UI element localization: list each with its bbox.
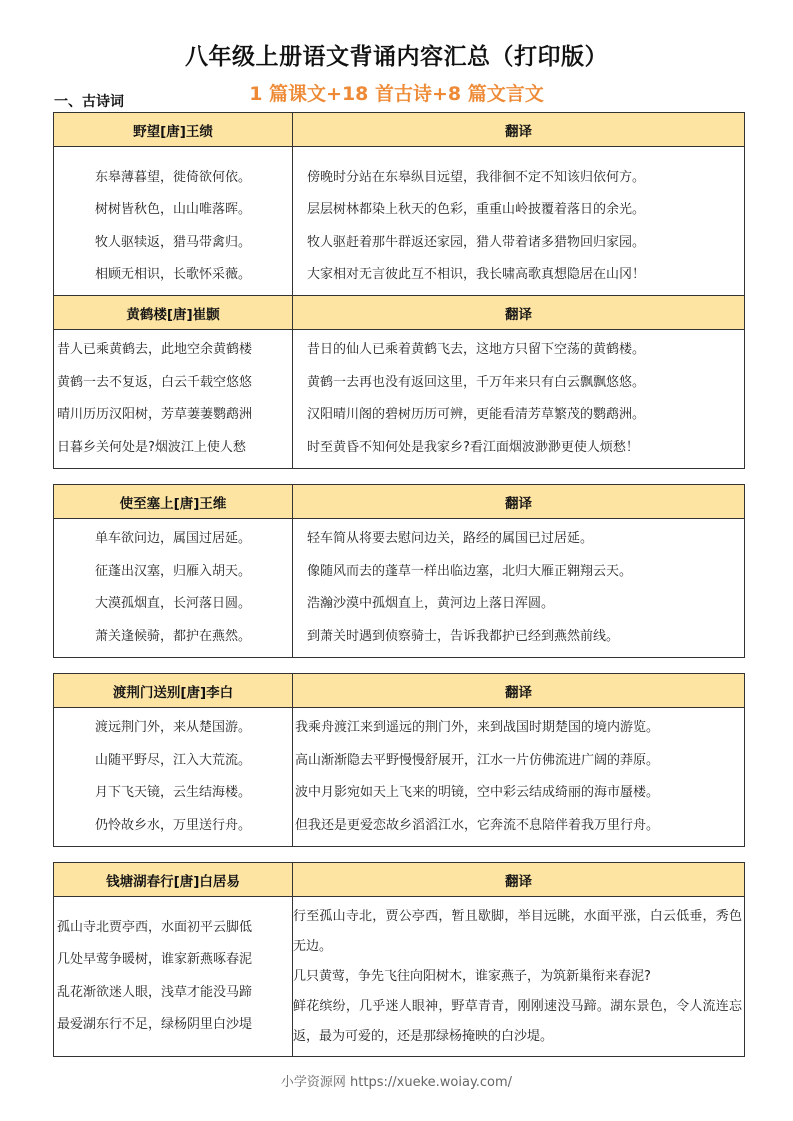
page-title: 八年级上册语文背诵内容汇总（打印版）: [185, 44, 608, 70]
poem-line: 征蓬出汉塞，归雁入胡天。: [94, 563, 251, 579]
section-heading: 一、古诗词: [54, 94, 124, 110]
poem-line: 孤山寺北贾亭西，水面初平云脚低: [57, 919, 253, 935]
translation-line: 轻车简从将要去慰问边关，路经的属国已过居延。: [307, 531, 594, 546]
poem-line: 山随平野尽，江入大荒流。: [94, 752, 251, 768]
poem-table: [53, 484, 745, 658]
poem-table: [53, 112, 745, 307]
translation-line: 牧人驱赶着那牛群返还家园，猎人带着诸多猎物回归家园。: [307, 234, 646, 250]
poem-line: 萧关逢候骑，都护在燕然。: [94, 628, 251, 644]
poem-title: 野望[唐]王绩: [54, 113, 293, 147]
translation-header: 翻译: [293, 674, 745, 708]
translation-line: 但我还是更爱恋故乡滔滔江水，它奔流不息陪伴着我万里行舟。: [295, 817, 660, 833]
translation-header: 翻译: [293, 863, 745, 897]
poem-line: 乱花渐欲迷人眼，浅草才能没马蹄: [57, 984, 253, 1000]
poem-line: 日暮乡关何处是?烟波江上使人愁: [57, 439, 246, 455]
poem-line: 晴川历历汉阳树，芳草萋萋鹦鹉洲: [57, 407, 253, 422]
poem-line: 单车欲问边，属国过居延。: [94, 531, 251, 546]
translation-text: [293, 147, 745, 307]
translation-header: 翻译: [293, 113, 745, 147]
poem-title: 使至塞上[唐]王维: [54, 485, 293, 519]
translation-line: 几只黄莺，争先飞往向阳树木，谁家燕子，为筑新巢衔来春泥?: [293, 968, 651, 984]
poem-line: 树树皆秋色，山山唯落晖。: [94, 202, 251, 217]
translation-header: 翻译: [293, 296, 745, 330]
translation-text: [293, 708, 745, 847]
poem-line: 相顾无相识，长歌怀采薇。: [94, 267, 251, 282]
translation-text: [293, 897, 745, 1057]
translation-line: 时至黄昏不知何处是我家乡?看江面烟波渺渺更使人烦愁！: [307, 439, 639, 455]
poem-line: 最爱湖东行不足，绿杨阴里白沙堤: [57, 1017, 253, 1032]
translation-line: 到萧关时遇到侦察骑士，告诉我都护已经到燕然前线。: [307, 628, 620, 644]
poem-title: 黄鹤楼[唐]崔颢: [54, 296, 293, 330]
translation-line: 像随风而去的蓬草一样出临边塞，北归大雁正翱翔云天。: [307, 563, 633, 579]
translation-line: 傍晚时分站在东皋纵目远望，我徘徊不定不知该归依何方。: [307, 169, 646, 185]
poem-line: 黄鹤一去不复返，白云千载空悠悠: [57, 374, 253, 390]
poem-text: [54, 330, 293, 469]
translation-header: 翻译: [293, 485, 745, 519]
translation-text: [293, 330, 745, 469]
poem-line: 牧人驱犊返，猎马带禽归。: [94, 234, 251, 250]
poem-table: [53, 862, 745, 1057]
translation-text: [293, 519, 745, 658]
translation-line: 黄鹤一去再也没有返回这里，千万年来只有白云飘飘悠悠。: [307, 374, 646, 390]
poem-line: 月下飞天镜，云生结海楼。: [94, 785, 251, 800]
poem-line: 渡远荆门外，来从楚国游。: [94, 720, 251, 735]
translation-line: 高山渐渐隐去平野慢慢舒展开，江水一片仿佛流进广阔的莽原。: [295, 752, 660, 768]
translation-line: 鲜花缤纷，几乎迷人眼神，野草青青，刚刚速没马蹄。湖东景色，令人流连忘返，最为可爱的，还是那绿杨掩映的白沙堤。: [293, 998, 742, 1044]
translation-line: 我乘舟渡江来到遥远的荆门外，来到战国时期楚国的境内游览。: [295, 720, 660, 735]
poem-table: [53, 295, 745, 469]
poem-text: [54, 519, 293, 658]
poem-line: 昔人已乘黄鹤去，此地空余黄鹤楼: [57, 342, 253, 357]
translation-line: 大家相对无言彼此互不相识，我长啸高歌真想隐居在山冈！: [307, 267, 646, 282]
poem-text: [54, 708, 293, 847]
page-subtitle: 1 篇课文+18 首古诗+8 篇文言文: [249, 83, 544, 105]
translation-line: 浩瀚沙漠中孤烟直上，黄河边上落日浑圆。: [307, 596, 555, 611]
translation-line: 层层树林都染上秋天的色彩，重重山岭披覆着落日的余光。: [307, 202, 646, 217]
poem-title: 渡荆门送别[唐]李白: [54, 674, 293, 708]
poem-title: 钱塘湖春行[唐]白居易: [54, 863, 293, 897]
translation-line: 汉阳晴川阁的碧树历历可辨，更能看清芳草繁茂的鹦鹉洲。: [307, 407, 646, 422]
footer-watermark: 小学资源网 https://xueke.woiay.com/: [280, 1075, 513, 1090]
poem-line: 东皋薄暮望，徙倚欲何依。: [94, 169, 251, 185]
poem-text: [54, 897, 293, 1057]
translation-line: 波中月影宛如天上飞来的明镜，空中彩云结成绮丽的海市蜃楼。: [295, 785, 660, 800]
translation-line: 昔日的仙人已乘着黄鹤飞去，这地方只留下空荡的黄鹤楼。: [307, 342, 646, 357]
poem-text: [54, 147, 293, 307]
translation-line: 行至孤山寺北，贾公亭西，暂且歇脚，举目远眺，水面平涨，白云低垂，秀色无边。: [293, 908, 742, 954]
poem-line: 几处早莺争暖树，谁家新燕啄春泥: [57, 952, 253, 967]
poem-table: [53, 673, 745, 847]
poem-line: 大漠孤烟直，长河落日圆。: [94, 596, 251, 611]
poem-line: 仍怜故乡水，万里送行舟。: [94, 817, 251, 833]
